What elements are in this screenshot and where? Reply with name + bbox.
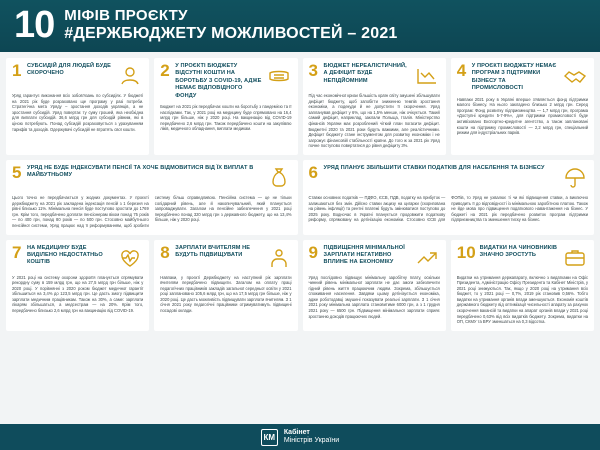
myth-card-grid: [0, 52, 600, 331]
card-body: У 2021 році на систему охорони здоров'я планується спрямувати рекордну суму в 159 млрд грн, що на 27,5 млрд грн більше, ніж у 2020 році. У порівнянні з 2020 роком бюджет медичної гарантії збільшиться на 3,4% до 123,5 млрд грн. Це дасть змогу підвищити зарплати медичним працівникам. Також на 30%, а саме: зарплати лікарям збільшаться, а медсестрам — на 20%. Крім того, передбачено близько 2,6 млрд грн на вакцинацію від COVID-19.: [12, 274, 144, 314]
card-index: 3: [308, 61, 318, 80]
card-body: Уряд гарантує виконання всіх зобов'язань по субсидіях. У бюджеті на 2021 рік буде розраховано ще програму у разі потреби. Стратегічна мета Уряду – зростання доходів українців, а не зростання субсидій. Уряд повертає ту суму грошей, яка необхідна для виплати субсидій. 36,6 млрд грн для субсидій рівним, які в ціною потребують. Понад субсидій розраховується з урахуванням тарифів та доходів. Одержувачі субсидій не втратять свої кошти.: [12, 93, 144, 132]
page-footer: [0, 424, 600, 450]
footer-line-1: Кабінет: [283, 429, 310, 436]
myth-card-2: [154, 58, 297, 155]
card-title: ВИДАТКИ НА ЧИНОВНИКІВ ЗНАЧНО ЗРОСТУТЬ: [479, 244, 558, 258]
card-index: 2: [160, 61, 170, 80]
card-title: БЮДЖЕТ НЕРЕАЛІСТИЧНИЙ, А ДЕФІЦИТ БУДЕ НЕПІДЙОМНИМ: [323, 63, 407, 84]
card-body: Бюджет на 2021 рік передбачає кошти на боротьбу з пандемією та її наслідками. Так, у 2021 році на медицину буде спрямовано на 16,4 млрд грн більше, ніж у 2020 році. На вакцинацію від COVID-19 передбачено 2,6 млрд грн. Також передбачено кошти на закупівлю ліків, медичного обладнання, виплати медикам.: [160, 104, 292, 132]
chart-down-icon: [414, 63, 440, 89]
card-body: Цього точно не передбачається у жодних документах. У проєкті держбюджету на 2021 рік закладена індексація пенсій з 1 березня на рівні близько 11%. Мінімальна пенсія буде поступово зростати до 1769 грн. Крім того, передбачено доплати пенсіонерам віком понад 75 років — по 400 грн, понад 80 років — по 500 грн. Стосовно майбутнього пенсійної системи, Уряд працює над її реформуванням, щоб зробити систему більш справедливою. Пенсійна система — це не тільки солідарний рівень, але й накопичувальний, який планується запроваджувати. Загалом на пенсійне забезпечення у 2021 році передбачено понад 320 млрд грн з державного бюджету, що на 13,4% більше, ніж у 2020 році.: [12, 194, 292, 228]
hand-coin-icon: [117, 63, 143, 89]
card-index: 5: [12, 162, 22, 182]
card-body: Під час економічної кризи більшість країн світу змушені збільшувати дефіцит бюджету, щоб запобігти зниженню темпів зростання економіки, а подекуди й не допустити її скорочення. Уряд запланував дефіцит у 6%, що на 1,5% менше, ніж очікується. Такий самий дефіцит, наприклад, заклали Польща, Італія. Міністерство фінансів України має розроблений чіткий план погасити дефіцит. Бюджетні 2020 та 2021 роки будуть важкими, але реалістичними. Дефіцит бюджету стане інструментом для розвитку економіки і не загрожує фінансовій стабільності країни. До того ж за 2021 рік Уряд почне поступово повертатися до рівня дефіциту 3%.: [308, 93, 440, 149]
card-index: 8: [160, 242, 170, 262]
card-body: Уряд послідовно підвищує мінімальну заробітну плату, оскільки чинний рівень мінімальної зарплати не дає змоги забезпечити гідний рівень життя працюючим людям. Зокрема, збільшується споживання населення. Завдяки цьому детінізується економіка, адже роботодавці змушені показувати реальні зарплати. З 1 січня 2021 року мінімальна зарплата становитиме 6000 грн, а з 1 грудня 2021 року — 6500 грн. Підвищення мінімальної зарплати сприяє зростанню доходів працюючих людей.: [308, 274, 440, 319]
card-header: [456, 242, 588, 271]
card-header: [160, 242, 291, 271]
header-line-2: #ДЕРЖБЮДЖЕТУ МОЖЛИВОСТЕЙ – 2021: [64, 25, 398, 42]
card-header: [12, 63, 143, 89]
card-title: УРЯД НЕ БУДЕ ІНДЕКСУВАТИ ПЕНСІЇ ТА ХОЧЕ ВІДМОВИТИСЯ ВІД ЇХ ВИПЛАТ В МАЙБУТНЬОМУ: [27, 164, 254, 179]
footer-logo-text: [284, 429, 339, 445]
header-number: 10: [14, 4, 55, 46]
teacher-icon: [266, 245, 292, 271]
myth-card-10: [451, 240, 594, 331]
briefcase-icon: [562, 245, 588, 271]
myth-card-1: [6, 58, 149, 155]
card-header: [12, 162, 292, 191]
card-index: 10: [456, 242, 476, 262]
myth-card-4: [451, 58, 594, 155]
footer-line-2: Міністрів України: [283, 437, 340, 444]
card-title: УРЯД ПЛАНУЄ ЗБІЛЬШИТИ СТАВКИ ПОДАТКІВ ДЛЯ НАСЕЛЕННЯ ТА БІЗНЕСУ: [323, 164, 545, 171]
money-bag-icon: [266, 165, 292, 191]
card-header: [308, 242, 440, 271]
myth-card-5: [6, 160, 298, 235]
card-index: 9: [308, 242, 318, 262]
card-index: 4: [456, 61, 467, 80]
card-index: 7: [12, 242, 22, 262]
mask-icon: [266, 63, 292, 89]
card-body: Навпаки 2021 року в Україні вперше з'являється фонд підтримки малого бізнесу. На нього закладено близько 2 млрд грн. Серед програм: Фонд розвитку підприємництва — 1,7 млрд грн, програма «Доступні кредити 5-7-9%», для підтримки промисловості буде активізовано Експортно-кредитне агентство, а також заплановані кошти на підтримку промисловості — 2,2 млрд грн, спеціальний режим для індустріальних парків.: [456, 96, 588, 136]
card-title: У ПРОЄКТІ БЮДЖЕТУ ВІДСУТНІ КОШТИ НА БОРОТЬБУ З COVID-19, АДЖЕ НЕМАЄ ВІДПОВІДНОГО ФОНДУ: [175, 63, 262, 99]
card-header: [12, 242, 143, 271]
card-title: ПІДВИЩЕННЯ МІНІМАЛЬНОЇ ЗАРПЛАТИ НЕГАТИВНО ВПЛИНЕ НА ЕКОНОМІКУ: [323, 244, 405, 266]
card-body: Ставки основних податків — ПДФО, ЄСВ, ПДВ, податку на прибуток — залишаються без змін. Дійсно ставки акцизу на цигарки (скоригована на рівень інфляції) та рентні платежі будуть змінюватися поступово до 2025 року. Водночас в Україні планується продовжити податкову реформу, спрямовану на детінізацію економіки. Стосовно ЄСВ для ФОПів, то Уряд не ухвалює ті чи які підвищення ставки, а виключно приводить її до відповідності із мінімальною заробітною платою. Також не йде мова про підвищення податкового навантаження на бізнес. У бюджеті на 2021 рік передбачено розвиток програм підтримки підприємництва та зменшення тиску на бізнес.: [308, 194, 588, 223]
header-title-block: [64, 7, 397, 43]
card-index: 1: [12, 61, 22, 80]
handshake-icon: [562, 63, 588, 89]
card-header: [457, 63, 588, 93]
myth-card-9: [303, 240, 446, 331]
heart-pulse-icon: [117, 245, 143, 271]
header-line-1: МІФІВ ПРОЄКТУ: [64, 7, 188, 24]
card-title: У ПРОЄКТІ БЮДЖЕТУ НЕМАЄ ПРОГРАМ З ПІДТРИМКИ БІЗНЕСУ ТА ПРОМИСЛОВОСТІ: [471, 63, 557, 92]
card-title: НА МЕДИЦИНУ БУДЕ ВИДІЛЕНО НЕДОСТАТНЬО КОШТІВ: [27, 244, 103, 266]
card-header: [160, 63, 291, 100]
myth-card-3: [303, 58, 446, 155]
card-body: Видатки на утримання держапарату, включно з видатками на Офіс Президента, Адміністрацію Офісу Президента та Кабінет Міністрів, у 2021 році знижуються. Так, якщо у 2020 році на утримання всіх бюджет, то у 2021 році — 0,7%, 2019 рік становив 0,56%. Тобто видатки на утримання органів влади зменшуються. Економія коштів державного бюджету від оптимізації чисельності апарату за рахунок скорочення вакансій та видатки на апарат органів влади у 2021 році передбачено 0,63% від всіх видатків бюджету. Зокрема, видатки на ОП, СКМУ та ВРУ зменшаться на 0,3 відсотка.: [456, 274, 588, 325]
myth-card-6: [303, 160, 595, 235]
card-index: 6: [308, 162, 318, 182]
growth-arrow-icon: [414, 245, 440, 271]
cabinet-logo-icon: КМ: [261, 429, 278, 446]
card-header: [308, 162, 589, 191]
card-title: ЗАРПЛАТИ ВЧИТЕЛЯМ НЕ БУДУТЬ ПІДВИЩУВАТИ: [175, 244, 251, 258]
myth-card-8: [154, 240, 297, 331]
umbrella-shield-icon: [562, 165, 588, 191]
card-body: Навпаки, у проєкті Держбюджету на наступний рік зарплати вчителям передбачено підвищити. Загалом на оплату праці педагогічних працівників закладів загальної середньої освіти у 2021 році заплановано 105,6 млрд грн, що на 17,5 млрд грн більше, ніж у 2020 році. Це дасть можливість підвищувати зарплати вчителям. З 1 січня 2021 року педагогічні працівники отримуватимуть підвищені посадові оклади.: [160, 274, 292, 314]
card-title: СУБСИДІЙ ДЛЯ ЛЮДЕЙ БУДЕ СКОРОЧЕНО: [27, 63, 111, 77]
myth-card-7: [6, 240, 149, 331]
card-header: [309, 63, 440, 89]
page-header: [0, 0, 600, 52]
